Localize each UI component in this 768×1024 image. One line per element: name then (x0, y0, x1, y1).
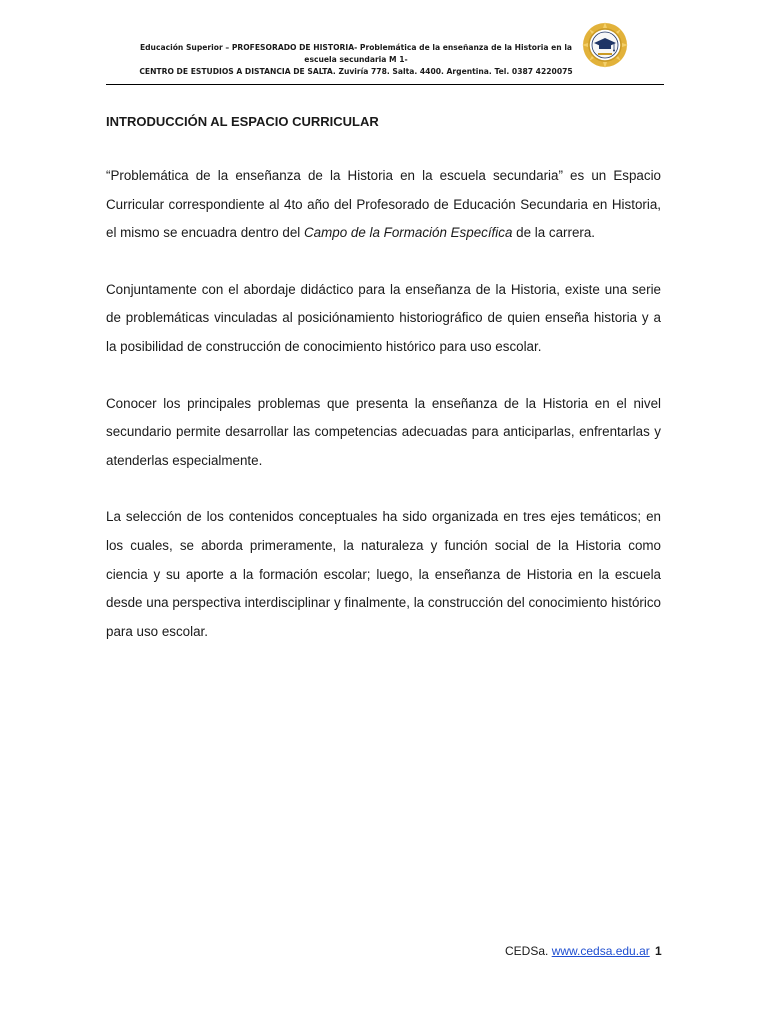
paragraph-4: La selección de los contenidos conceptuales ha sido organizada en tres ejes temáticos; en los cuales, se aborda primeramente, la naturaleza y función social de la Historia como ciencia y su aporte a la formación escolar; luego, la enseñanza de Historia en la escuela desde una perspectiva interdisciplinar y finalmente, la construcción del conocimiento histórico para uso escolar. (106, 509, 661, 639)
paragraph-intro-text: “Problemática de la enseñanza de la Historia en la escuela secundaria” es un Espacio Curricular correspondiente al 4to año del Profesorado de Educación Secundaria en Historia, el mismo se encuadra dentro del (106, 168, 661, 241)
paragraph-intro (106, 162, 661, 248)
paragraph-intro-end: de la carrera. (512, 225, 596, 241)
paragraph-intro-italic: Campo de la Formación Específica (304, 225, 513, 241)
paragraph-3: Conocer los principales problemas que presenta la enseñanza de la Historia en el nivel secundario permite desarrollar las competencias adecuadas para anticiparlas, enfrentarlas y atenderlas especialmente. (106, 395, 661, 468)
header-line-2: escuela secundaria M 1- (304, 55, 408, 64)
header-text (106, 42, 606, 78)
header-line-3: CENTRO DE ESTUDIOS A DISTANCIA DE SALTA. Zuviría 778. Salta. 4400. Argentina. Tel. 0387 4220075 (139, 67, 573, 76)
cedsa-seal-logo-icon (582, 22, 628, 68)
header-divider (106, 84, 664, 85)
main-content (106, 110, 661, 674)
footer-website-link[interactable]: www.cedsa.edu.ar (551, 944, 650, 958)
page-number: 1 (655, 944, 662, 958)
paragraph-2: Conjuntamente con el abordaje didáctico para la enseñanza de la Historia, existe una serie de problemáticas vinculadas al posiciónamiento historiográfico de quien enseña historia y a la posibilidad de construcción de conocimiento histórico para uso escolar. (106, 281, 661, 354)
page-header (106, 42, 664, 78)
section-title: INTRODUCCIÓN AL ESPACIO CURRICULAR (106, 114, 379, 129)
page-footer (505, 944, 650, 958)
footer-org: CEDSa. (505, 944, 552, 958)
header-line-1: Educación Superior – PROFESORADO DE HISTORIA- Problemática de la enseñanza de la Historia en la (139, 43, 573, 52)
